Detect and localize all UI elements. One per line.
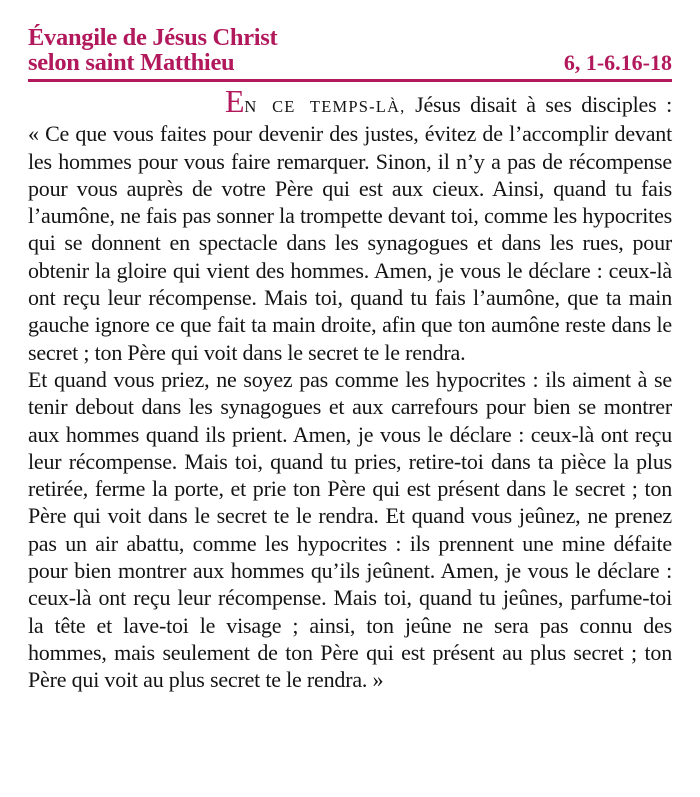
gospel-text [28,83,672,694]
incipit-smallcaps: N CE TEMPS-LÀ, [244,97,406,116]
paragraph-1 [28,83,672,366]
paragraph-2: Et quand vous priez, ne soyez pas comme les hypocrites : ils aiment à se tenir debout dans les synagogues et aux carrefours pour bien se montrer aux hommes quand ils prient. Amen, je vous le déclare : ceux-là ont reçu leur récompense. Mais toi, quand tu pries, retire-toi dans ta pièce la plus retirée, ferme la porte, et prie ton Père qui est présent dans le secret ; ton Père qui voit dans le secret te le rendra. Et quand vous jeûnez, ne prenez pas un air abattu, comme les hypocrites : ils prennent une mine défaite pour bien montrer aux hommes qu’ils jeûnent. Amen, je vous le déclare : ceux-là ont reçu leur récompense. Mais toi, quand tu jeûnes, parfume-toi la tête et lave-toi le visage ; ainsi, ton jeûne ne sera pas connu des hommes, mais seulement de ton Père qui est présent au plus secret ; ton Père qui voit au plus secret te le rendra. » [28,366,672,693]
paragraph-1-text: Jésus disait à ses disciples : « Ce que vous faites pour devenir des justes, évitez de l’accomplir devant les hommes pour vous faire remarquer. Sinon, il n’y a pas de récompense pour vous auprès de votre Père qui est aux cieux. Ainsi, quand tu fais l’aumône, ne fais pas sonner la trompette devant toi, comme les hypocrites qui se donnent en spectacle dans les synagogues et dans les rues, pour obtenir la gloire qui vient des hommes. Amen, je vous le déclare : ceux-là ont reçu leur récompense. Mais toi, quand tu fais l’aumône, que ta main gauche ignore ce que fait ta main droite, afin que ton aumône reste dans le secret ; ton Père qui voit dans le secret te le rendra. [28,92,672,365]
masthead-row [28,25,672,75]
gospel-title-line2: selon saint Matthieu [28,49,235,76]
masthead [28,25,672,82]
gospel-title-line1: Évangile de Jésus Christ [28,24,278,51]
gospel-title [28,25,277,75]
scripture-reference: 6, 1-6.16-18 [563,50,672,75]
header-rule [28,79,672,82]
drop-cap-initial: E [225,83,245,119]
